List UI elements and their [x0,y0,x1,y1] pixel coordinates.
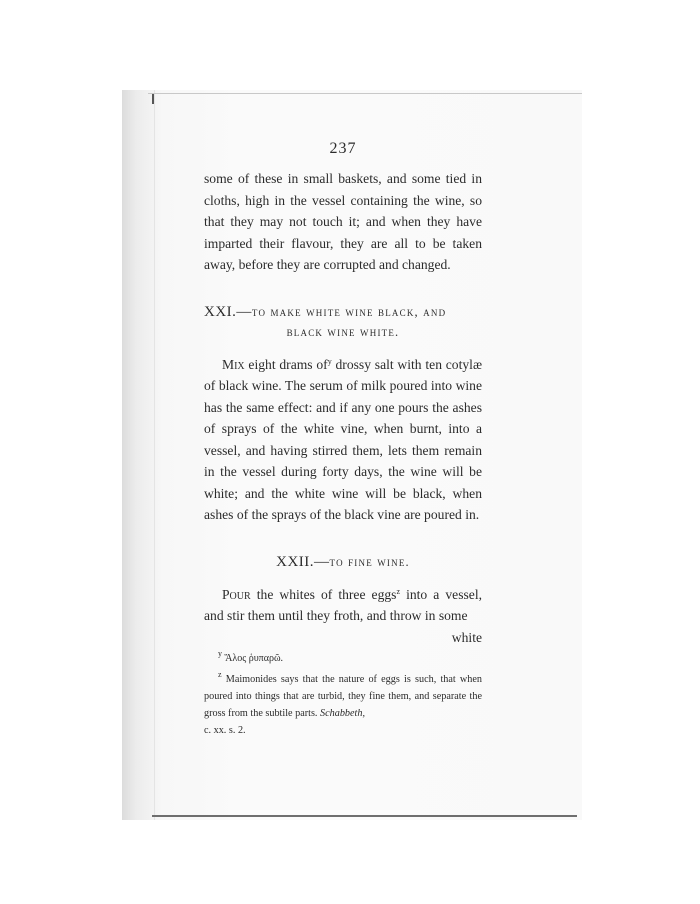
section-number: XXII.— [276,553,330,570]
paragraph-text: eight drams of [244,356,328,372]
page-bottom-edge [152,815,577,817]
footnote-text: Ἅλος ῥυπαρῶ. [224,653,284,664]
dropcap-word: Mix [222,356,245,372]
section-number: XXI.— [204,303,252,320]
paragraph-fine-wine [204,584,482,627]
footnote-source: Schabbeth, [320,708,365,719]
page-spine-shadow [154,90,155,820]
paragraph-text: the whites of three eggs [250,586,397,602]
footnote-y [204,650,482,667]
footnote-mark-y: y [218,649,222,658]
footnote-ref-y: y [327,356,332,366]
footnote-citation: c. xx. s. 2. [204,725,246,736]
page-number: 237 [329,140,357,157]
section-title-line1: to make white wine black, and [251,304,447,319]
section-title-line2: black wine white. [286,324,400,339]
footnote-z [204,671,482,739]
catchword: white [451,629,482,645]
paragraph-continuation: some of these in small baskets, and some tied in cloths, high in the vessel containing the wine, so that they may not touch it; and when they have imparted their flavour, they are all to be taken away, before they are corrupted and changed. [204,171,482,272]
paragraph-text: into a vessel, and stir them until they froth, and throw in some [204,586,482,623]
footnote-text: Maimonides says that the nature of eggs is such, that when poured into things that are turbid, they fine them, and separate the gross from the subtile parts. [204,674,482,719]
page-top-edge [148,93,582,94]
section-heading-22 [204,552,482,572]
paragraph-white-black-wine [204,354,482,526]
footnote-mark-z: z [218,670,222,679]
section-heading-21 [204,302,482,342]
page-corner-mark [152,94,154,104]
paragraph-text: drossy salt with ten cotylæ of black wine. The serum of milk poured into wine has the same effect: and if any one pours the ashes of sprays of the white vine, when burnt, into a vessel, and having stirred them, lets them remain in the vessel during forty days, the wine will be white; and the white wine will be black, when ashes of the sprays of the black vine are poured in. [204,356,483,522]
footnote-ref-z: z [396,586,401,596]
book-page [204,140,482,739]
section-title: to fine wine. [329,554,410,569]
dropcap-word: Pour [222,586,251,602]
